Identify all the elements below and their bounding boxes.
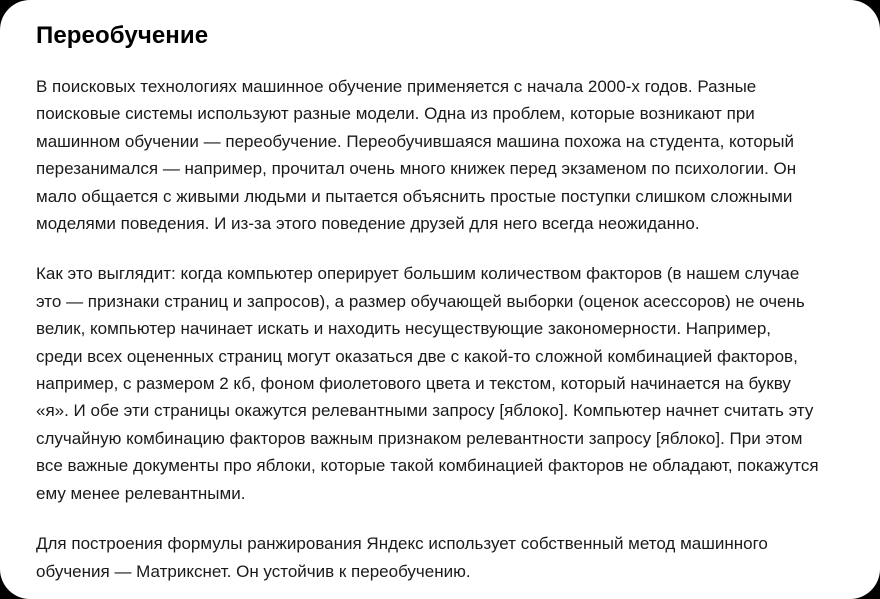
article-paragraph: Для построения формулы ранжирования Яндекс использует собственный метод машинного обучения — Матрикснет. Он устойчив к переобучению. xyxy=(36,534,768,581)
page-title: Переобучение xyxy=(36,22,209,49)
article-body xyxy=(36,73,844,585)
article-paragraph: В поисковых технологиях машинное обучение применяется с начала 2000-х годов. Разные поисковые системы используют разные модели. Одна из проблем, которые возникают при машинном обучении — переобучение. Переобучившаяся машина похожа на студента, который перезанимался — например, прочитал очень много книжек перед экзаменом по психологии. Он мало общается с живыми людьми и пытается объяснить простые поступки слишком сложными моделями поведения. И из-за этого поведение друзей для него всегда неожиданно. xyxy=(36,77,797,234)
article-paragraph: Как это выглядит: когда компьютер оперирует большим количеством факторов (в нашем случае это — признаки страниц и запросов), а размер обучающей выборки (оценок асессоров) не очень велик, компьютер начинает искать и находить несуществующие закономерности. Например, среди всех оцененных страниц могут оказаться две с какой-то сложной комбинацией факторов, например, с размером 2 кб, фоном фиолетового цвета и текстом, который начинается на букву «я». И обе эти страницы окажутся релевантными запросу [яблоко]. Компьютер начнет считать эту случайную комбинацию факторов важным признаком релевантности запросу [яблоко]. При этом все важные документы про яблоки, которые такой комбинацией факторов не обладают, покажутся ему менее релевантными. xyxy=(36,264,819,503)
